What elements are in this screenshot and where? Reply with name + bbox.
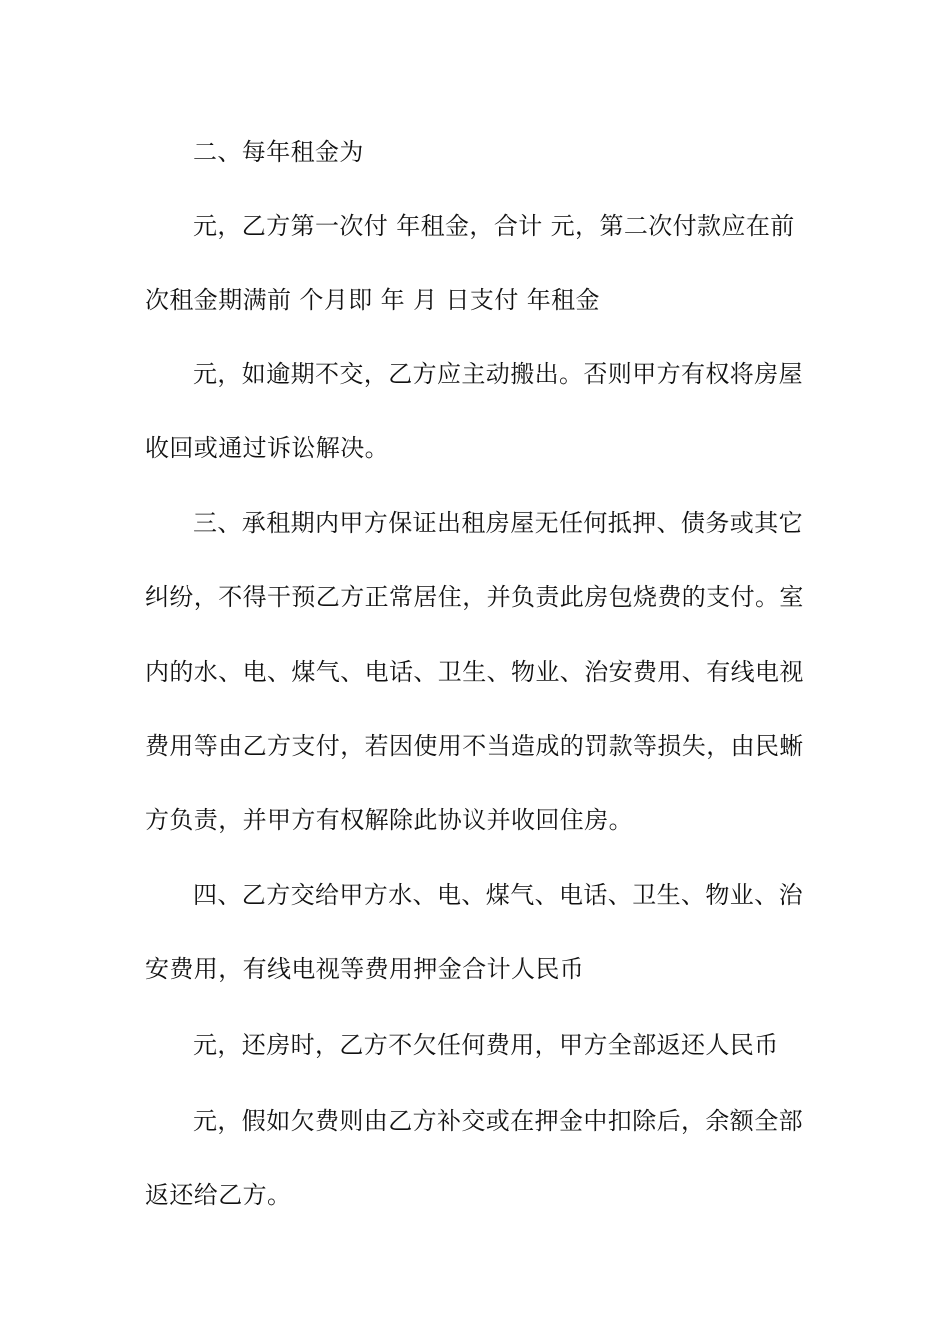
paragraph-line: 安费用，有线电视等费用押金合计人民币 xyxy=(145,955,585,983)
paragraph-line: 费用等由乙方支付，若因使用不当造成的罚款等损失，由民蜥 xyxy=(145,732,804,760)
paragraph-line: 四、乙方交给甲方水、电、煤气、电话、卫生、物业、治 xyxy=(193,881,803,909)
paragraph-line: 纠纷，不得干预乙方正常居住，并负责此房包烧费的支付。室 xyxy=(145,583,804,611)
paragraph-line: 元，乙方第一次付 年租金，合计 元，第二次付款应在前 xyxy=(193,212,795,240)
paragraph-line: 方负责，并甲方有权解除此协议并收回住房。 xyxy=(145,806,633,834)
paragraph-line: 元，假如欠费则由乙方补交或在押金中扣除后，余额全部 xyxy=(193,1107,803,1135)
paragraph-line: 内的水、电、煤气、电话、卫生、物业、治安费用、有线电视 xyxy=(145,658,804,686)
paragraph-line: 次租金期满前 个月即 年 月 日支付 年租金 xyxy=(145,286,600,314)
paragraph-line: 元，还房时，乙方不欠任何费用，甲方全部返还人民币 xyxy=(193,1031,779,1059)
paragraph-line: 二、每年租金为 xyxy=(193,138,364,166)
paragraph-line: 收回或通过诉讼解决。 xyxy=(145,434,389,462)
paragraph-line: 三、承租期内甲方保证出租房屋无任何抵押、债务或其它 xyxy=(193,509,803,537)
paragraph-line: 返还给乙方。 xyxy=(145,1181,292,1209)
paragraph-line: 元，如逾期不交，乙方应主动搬出。否则甲方有权将房屋 xyxy=(193,360,803,388)
